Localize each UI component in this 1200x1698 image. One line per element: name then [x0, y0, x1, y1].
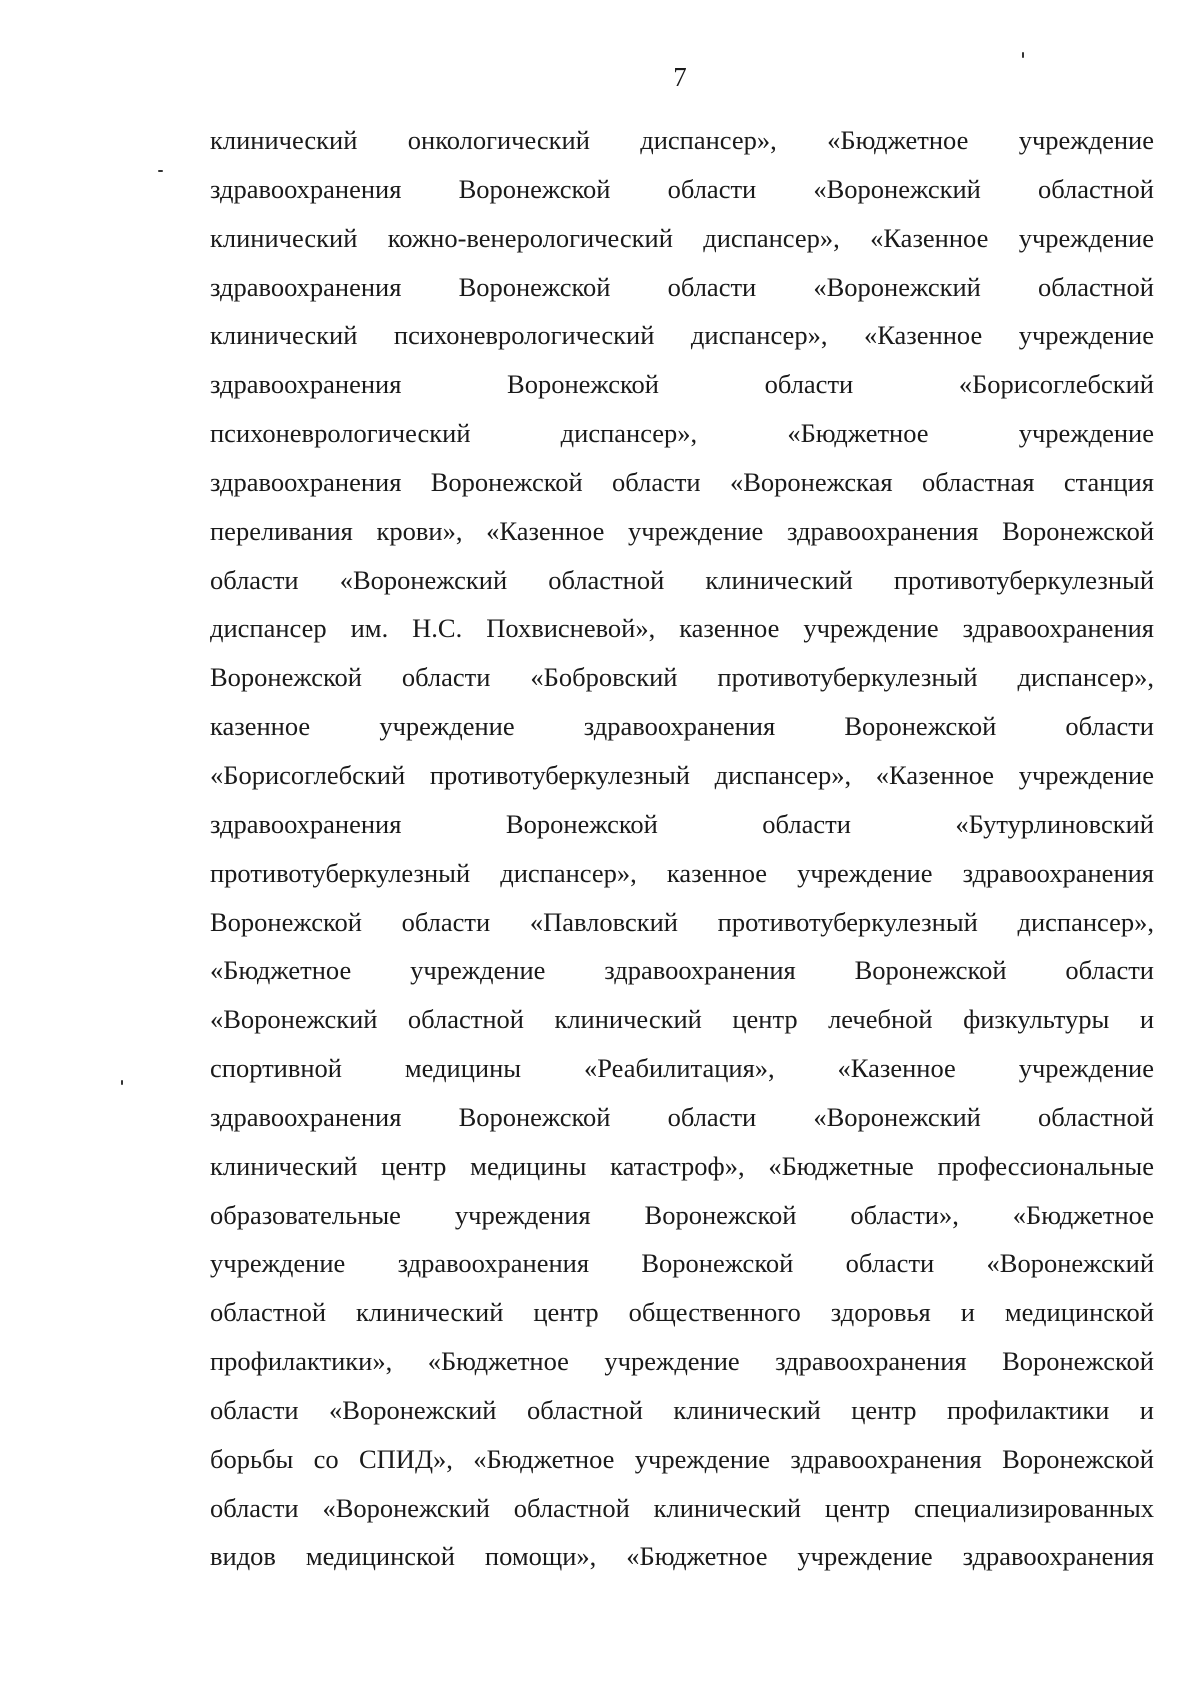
text-line: спортивной медицины «Реабилитация», «Казенное учреждение — [210, 1053, 1154, 1084]
scan-speck — [158, 170, 163, 172]
text-line: здравоохранения Воронежской области «Бутурлиновский — [210, 808, 1154, 839]
text-line: казенное учреждение здравоохранения Воронежской области — [210, 711, 1154, 742]
text-line: профилактики», «Бюджетное учреждение здравоохранения Воронежской — [210, 1346, 1154, 1377]
text-line: здравоохранения Воронежской области «Воронежский областной — [210, 1101, 1154, 1132]
document-body — [210, 116, 1154, 1581]
text-line: борьбы со СПИД», «Бюджетное учреждение здравоохранения Воронежской — [210, 1443, 1154, 1474]
text-line: клинический центр медицины катастроф», «Бюджетные профессиональные — [210, 1150, 1154, 1181]
text-line: клинический онкологический диспансер», «Бюджетное учреждение — [210, 125, 1154, 155]
text-line: Воронежской области «Бобровский противотуберкулезный диспансер», — [210, 662, 1154, 693]
text-line: клинический психоневрологический диспансер», «Казенное учреждение — [210, 320, 1154, 351]
text-line: противотуберкулезный диспансер», казенное учреждение здравоохранения — [210, 857, 1154, 888]
text-line: переливания крови», «Казенное учреждение здравоохранения Воронежской — [210, 515, 1154, 546]
text-line: здравоохранения Воронежской области «Воронежский областной — [210, 271, 1154, 302]
text-line: психоневрологический диспансер», «Бюджетное учреждение — [210, 418, 1154, 449]
text-line: учреждение здравоохранения Воронежской области «Воронежский — [210, 1248, 1154, 1279]
text-line: здравоохранения Воронежской области «Воронежская областная станция — [210, 466, 1154, 497]
text-line: «Бюджетное учреждение здравоохранения Воронежской области — [210, 955, 1154, 986]
scan-speck — [1022, 52, 1024, 58]
text-line: видов медицинской помощи», «Бюджетное учреждение здравоохранения — [210, 1541, 1154, 1572]
text-line: Воронежской области «Павловский противотуберкулезный диспансер», — [210, 906, 1154, 937]
text-line: области «Воронежский областной клинический центр профилактики и — [210, 1394, 1154, 1425]
text-line: диспансер им. Н.С. Похвисневой», казенное учреждение здравоохранения — [210, 613, 1154, 644]
text-line: образовательные учреждения Воронежской области», «Бюджетное — [210, 1199, 1154, 1230]
page-number: 7 — [673, 62, 687, 92]
text-line: области «Воронежский областной клинический противотуберкулезный — [210, 564, 1154, 595]
text-line: клинический кожно-венерологический диспансер», «Казенное учреждение — [210, 222, 1154, 253]
text-line: областной клинический центр общественного здоровья и медицинской — [210, 1297, 1154, 1328]
text-line: «Борисоглебский противотуберкулезный диспансер», «Казенное учреждение — [210, 759, 1154, 790]
text-line: здравоохранения Воронежской области «Борисоглебский — [210, 369, 1154, 400]
text-line: здравоохранения Воронежской области «Воронежский областной — [210, 173, 1154, 204]
text-line: «Воронежский областной клинический центр лечебной физкультуры и — [210, 1004, 1154, 1035]
text-line: области «Воронежский областной клинический центр специализированных — [210, 1492, 1154, 1523]
scan-speck — [121, 1080, 123, 1085]
